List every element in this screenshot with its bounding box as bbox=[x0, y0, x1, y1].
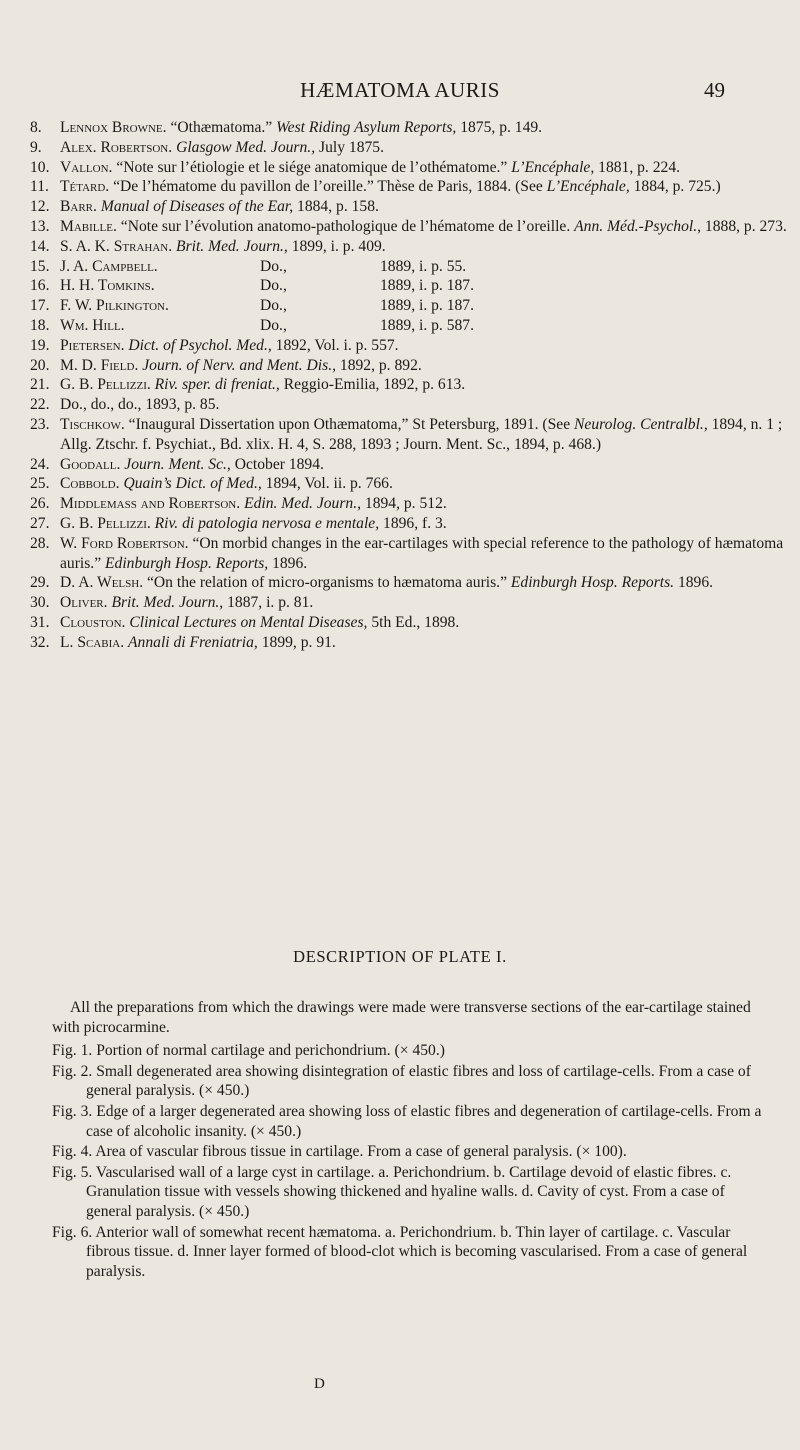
reference-details: July 1875. bbox=[315, 138, 384, 156]
reference-source: Riv. sper. di freniat., bbox=[154, 376, 280, 394]
reference-details: 1899, i. p. 409. bbox=[287, 237, 386, 255]
reference-number: 8. bbox=[30, 119, 42, 136]
reference-author: Vallon. bbox=[60, 158, 113, 176]
figure-caption: Fig. 3. Edge of a larger degenerated area showing loss of elastic fibres and degeneration of cartilage-cells. From a case of alcoholic insanity. (× 450.) bbox=[52, 1102, 762, 1140]
reference-source: Neurolog. Centralbl., bbox=[574, 415, 708, 433]
reference-title: “On morbid changes in the ear-cartilages with special reference to the pathology of hæmatoma auris.” bbox=[60, 534, 784, 572]
reference-number: 11. bbox=[30, 178, 49, 196]
reference-entry bbox=[30, 197, 790, 217]
page-number: 49 bbox=[704, 78, 725, 102]
reference-text bbox=[60, 316, 790, 336]
reference-details: 1889, i. p. 587. bbox=[380, 316, 474, 334]
reference-number: 18. bbox=[30, 316, 50, 334]
reference-ditto: Do., bbox=[260, 297, 287, 315]
reference-entry bbox=[30, 593, 790, 613]
reference-number: 12. bbox=[30, 198, 50, 216]
reference-details: 1894, Vol. ii. p. 766. bbox=[261, 475, 393, 493]
reference-number: 30. bbox=[30, 594, 50, 612]
reference-author: Mabille. bbox=[60, 217, 117, 235]
reference-number: 13. bbox=[30, 217, 50, 235]
reference-text bbox=[60, 514, 790, 534]
reference-entry bbox=[30, 237, 790, 257]
reference-source: L’Encéphale, bbox=[511, 158, 595, 176]
reference-entry bbox=[30, 395, 790, 415]
reference-ditto: Do., bbox=[260, 257, 287, 275]
reference-number: 32. bbox=[30, 633, 50, 651]
plate-intro: All the preparations from which the drawings were made were transverse sections of the ear-cartilage stained with picrocarmine. bbox=[52, 999, 751, 1036]
reference-source: Riv. di patologia nervosa e mentale, bbox=[154, 514, 380, 532]
reference-ditto: Do., bbox=[260, 277, 287, 295]
reference-number: 21. bbox=[30, 376, 50, 394]
reference-text bbox=[60, 395, 790, 415]
reference-title: “Note sur l’étiologie et le siége anatomique de l’othématome.” bbox=[112, 158, 512, 176]
reference-number: 19. bbox=[30, 336, 50, 354]
reference-text bbox=[60, 118, 790, 138]
reference-entry bbox=[30, 316, 790, 336]
reference-entry bbox=[30, 118, 790, 138]
reference-source: Brit. Med. Journ., bbox=[111, 594, 224, 612]
reference-text bbox=[60, 217, 790, 237]
reference-entry bbox=[30, 573, 790, 593]
reference-text bbox=[60, 356, 790, 376]
reference-author: Tischkow. bbox=[60, 415, 125, 433]
section-title: DESCRIPTION OF PLATE I. bbox=[293, 947, 507, 966]
reference-text bbox=[60, 276, 790, 296]
plate-description bbox=[52, 998, 768, 1282]
reference-details: 5th Ed., 1898. bbox=[367, 613, 460, 631]
reference-title: “On the relation of micro-organisms to hæmatoma auris.” bbox=[143, 574, 511, 592]
reference-text bbox=[60, 296, 790, 316]
reference-details: 1888, p. 273. bbox=[701, 217, 787, 235]
reference-author: Tétard. bbox=[60, 178, 110, 196]
reference-details: 1884, p. 158. bbox=[293, 198, 379, 216]
reference-details: 1894, p. 512. bbox=[361, 495, 447, 513]
reference-source: Clinical Lectures on Mental Diseases, bbox=[129, 613, 368, 631]
reference-entry bbox=[30, 158, 790, 178]
reference-author: Wm. Hill. bbox=[60, 316, 125, 334]
reference-text bbox=[60, 633, 790, 653]
reference-details: 1899, p. 91. bbox=[257, 633, 336, 651]
reference-details: 1894, n. 1 ; Allg. Ztschr. f. Psychiat., Bd. xlix. H. 4, S. 288, 1893 ; Journ. Ment. Sc., 1894, p. 468.) bbox=[60, 415, 783, 453]
reference-number: 16. bbox=[30, 277, 50, 295]
signature-mark: D bbox=[314, 1376, 325, 1392]
reference-author: M. D. Field. bbox=[60, 356, 139, 374]
reference-details: 1884, p. 725.) bbox=[629, 178, 721, 196]
reference-source: Quain’s Dict. of Med., bbox=[123, 475, 262, 493]
reference-entry bbox=[30, 455, 790, 475]
reference-number: 26. bbox=[30, 495, 50, 513]
reference-number: 22. bbox=[30, 396, 50, 414]
reference-text bbox=[60, 494, 790, 514]
reference-number: 27. bbox=[30, 514, 50, 532]
reference-title: “Note sur l’évolution anatomo-pathologique de l’hématome de l’oreille. bbox=[116, 217, 575, 235]
reference-author: J. A. Campbell. bbox=[60, 257, 158, 275]
reference-entry bbox=[30, 375, 790, 395]
reference-entry bbox=[30, 534, 790, 574]
reference-details: 1889, i. p. 187. bbox=[380, 277, 474, 295]
reference-details: 1896. bbox=[268, 554, 308, 572]
reference-number: 10. bbox=[30, 158, 50, 176]
reference-text bbox=[60, 138, 790, 158]
reference-entry bbox=[30, 494, 790, 514]
reference-text bbox=[60, 573, 790, 593]
reference-source: Manual of Diseases of the Ear, bbox=[100, 198, 294, 216]
reference-number: 29. bbox=[30, 574, 50, 592]
reference-entry bbox=[30, 276, 790, 296]
reference-entry bbox=[30, 633, 790, 653]
reference-source: Brit. Med. Journ., bbox=[176, 237, 288, 255]
reference-number: 23. bbox=[30, 415, 50, 433]
figure-caption: Fig. 6. Anterior wall of somewhat recent hæmatoma. a. Perichondrium. b. Thin layer of cartilage. c. Vascular fibrous tissue. d. Inner layer formed of blood-clot which is becoming vascularised. From a case of general paralysis. bbox=[52, 1223, 748, 1280]
reference-details: 1875, p. 149. bbox=[456, 119, 543, 136]
reference-number: 20. bbox=[30, 356, 50, 374]
reference-number: 9. bbox=[30, 138, 42, 156]
reference-author: W. Ford Robertson. bbox=[60, 534, 189, 552]
reference-author: Alex. Robertson. bbox=[60, 138, 173, 156]
reference-author: Pietersen. bbox=[60, 336, 125, 354]
reference-source: Glasgow Med. Journ., bbox=[176, 138, 316, 156]
reference-source: Journ. Ment. Sc., bbox=[124, 455, 231, 473]
reference-entry bbox=[30, 296, 790, 316]
reference-source: Annali di Freniatria, bbox=[128, 633, 258, 651]
reference-source: West Riding Asylum Reports, bbox=[276, 119, 457, 136]
reference-author: S. A. K. Strahan. bbox=[60, 237, 173, 255]
reference-text bbox=[60, 336, 790, 356]
reference-number: 14. bbox=[30, 237, 50, 255]
reference-author: Middlemass and Robertson. bbox=[60, 495, 241, 513]
figure-caption: Fig. 5. Vascularised wall of a large cyst in cartilage. a. Perichondrium. b. Cartilage devoid of elastic fibres. c. Granulation tissue with vessels showing thickened and hyaline walls. d. Cavity of cyst. From a case of general paralysis. (× 450.) bbox=[52, 1163, 732, 1220]
reference-entry bbox=[30, 257, 790, 277]
reference-details: 1889, i. p. 55. bbox=[380, 257, 467, 275]
reference-text bbox=[60, 455, 790, 475]
reference-entry bbox=[30, 138, 790, 158]
reference-details: 1896. bbox=[674, 574, 714, 592]
reference-title: Do., do., do., 1893, p. 85. bbox=[60, 396, 220, 414]
reference-number: 31. bbox=[30, 613, 50, 631]
reference-title: “De l’hématome du pavillon de l’oreille.” Thèse de Paris, 1884. (See bbox=[109, 178, 547, 196]
reference-text bbox=[60, 613, 790, 633]
reference-text bbox=[60, 177, 790, 197]
reference-entry bbox=[30, 514, 790, 534]
reference-source: Dict. of Psychol. Med., bbox=[128, 336, 272, 354]
reference-details: 1889, i. p. 187. bbox=[380, 297, 474, 315]
reference-source: L’Encéphale, bbox=[546, 178, 630, 196]
reference-title: “Othæmatoma.” bbox=[166, 119, 277, 136]
reference-source: Edinburgh Hosp. Reports. bbox=[510, 574, 675, 592]
reference-details: 1892, p. 892. bbox=[336, 356, 422, 374]
reference-source: Ann. Méd.-Psychol., bbox=[574, 217, 702, 235]
reference-author: Lennox Browne. bbox=[60, 119, 167, 136]
reference-entry bbox=[30, 613, 790, 633]
reference-text bbox=[60, 375, 790, 395]
reference-details: 1887, i. p. 81. bbox=[223, 594, 314, 612]
reference-details: October 1894. bbox=[230, 455, 324, 473]
reference-text bbox=[60, 237, 790, 257]
reference-author: Goodall. bbox=[60, 455, 121, 473]
reference-details: 1892, Vol. i. p. 557. bbox=[271, 336, 399, 354]
reference-details: 1881, p. 224. bbox=[594, 158, 681, 176]
reference-source: Edinburgh Hosp. Reports, bbox=[105, 554, 269, 572]
reference-text bbox=[60, 415, 790, 455]
reference-list bbox=[30, 118, 790, 653]
reference-number: 25. bbox=[30, 475, 50, 493]
reference-text bbox=[60, 257, 790, 277]
reference-author: Barr. bbox=[60, 198, 97, 216]
reference-details: 1896, f. 3. bbox=[379, 514, 447, 532]
page-header bbox=[0, 78, 800, 102]
reference-source: Edin. Med. Journ., bbox=[244, 495, 361, 513]
running-head: HÆMATOMA AURIS bbox=[300, 78, 500, 102]
figure-caption: Fig. 1. Portion of normal cartilage and perichondrium. (× 450.) bbox=[52, 1042, 445, 1060]
reference-ditto: Do., bbox=[260, 316, 287, 334]
reference-entry bbox=[30, 415, 790, 455]
reference-title: “Inaugural Dissertation upon Othæmatoma,” St Petersburg, 1891. (See bbox=[124, 415, 575, 433]
reference-author: G. B. Pellizzi. bbox=[60, 514, 151, 532]
reference-author: F. W. Pilkington. bbox=[60, 297, 169, 315]
reference-author: H. H. Tomkins. bbox=[60, 277, 155, 295]
reference-details: Reggio-Emilia, 1892, p. 613. bbox=[279, 376, 466, 394]
reference-author: Clouston. bbox=[60, 613, 126, 631]
reference-number: 28. bbox=[30, 534, 50, 552]
figure-caption: Fig. 2. Small degenerated area showing disintegration of elastic fibres and loss of cartilage-cells. From a case of general paralysis. (× 450.) bbox=[52, 1062, 751, 1100]
reference-entry bbox=[30, 474, 790, 494]
reference-text bbox=[60, 158, 790, 178]
figure-caption: Fig. 4. Area of vascular fibrous tissue in cartilage. From a case of general paralysis. (× 100). bbox=[52, 1143, 627, 1161]
reference-text bbox=[60, 593, 790, 613]
reference-number: 24. bbox=[30, 455, 50, 473]
reference-source: Journ. of Nerv. and Ment. Dis., bbox=[142, 356, 336, 374]
reference-author: L. Scabia. bbox=[60, 633, 125, 651]
reference-author: Oliver. bbox=[60, 594, 108, 612]
reference-entry bbox=[30, 177, 790, 197]
reference-text bbox=[60, 534, 790, 574]
reference-number: 15. bbox=[30, 257, 50, 275]
reference-number: 17. bbox=[30, 297, 50, 315]
reference-entry bbox=[30, 217, 790, 237]
reference-text bbox=[60, 474, 790, 494]
reference-entry bbox=[30, 356, 790, 376]
reference-entry bbox=[30, 336, 790, 356]
reference-author: G. B. Pellizzi. bbox=[60, 376, 151, 394]
reference-author: D. A. Welsh. bbox=[60, 574, 144, 592]
reference-text bbox=[60, 197, 790, 217]
reference-author: Cobbold. bbox=[60, 475, 120, 493]
